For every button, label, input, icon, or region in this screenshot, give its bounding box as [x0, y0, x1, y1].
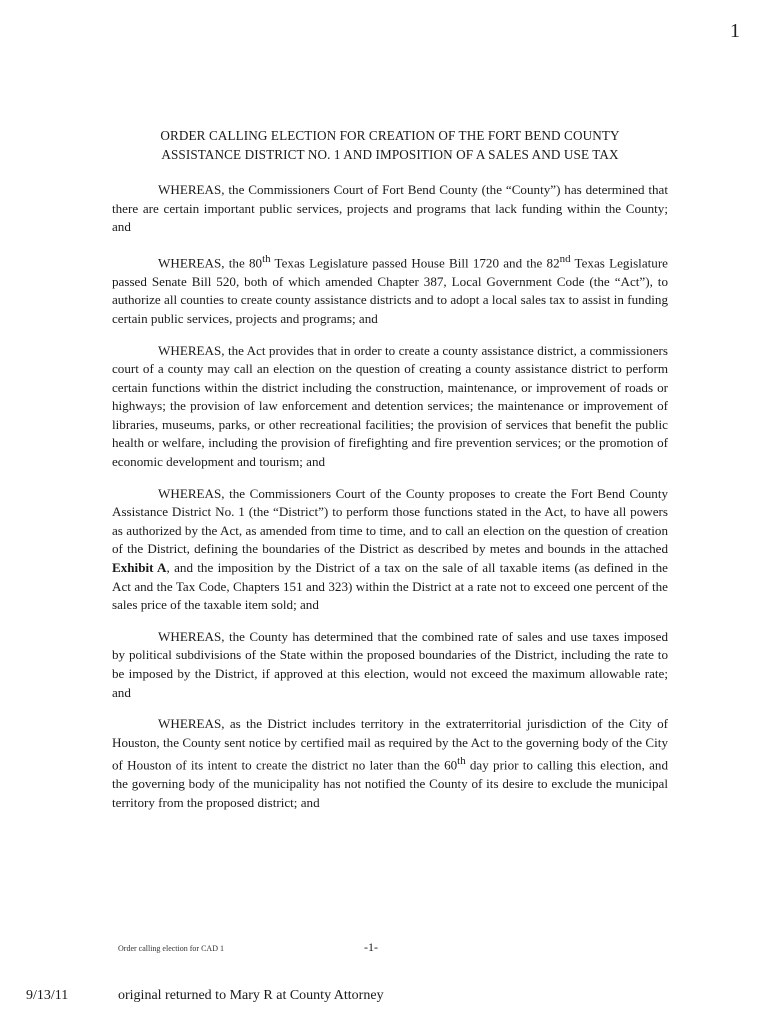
paragraph-2-part-2: Texas Legislature passed House Bill 1720 and the 82	[270, 255, 560, 271]
handwritten-date: 9/13/11	[26, 988, 69, 1003]
whereas-paragraph-4	[112, 485, 668, 615]
superscript-th-60: th	[457, 755, 466, 768]
page-corner-mark: 1	[730, 20, 740, 42]
whereas-paragraph-3: WHEREAS, the Act provides that in order to create a county assistance district, a commissioners court of a county may call an election on the question of creating a county assistance district to perform certain functions within the district including the construction, maintenance, or improvement of roads or highways; the provision of law enforcement and detention services; the maintenance or improvement of libraries, museums, parks, or other recreational facilities; the provision of services that benefit the public health or welfare, including the provision of firefighting and fire prevention services; or the promotion of economic development and tourism; and	[112, 342, 668, 470]
superscript-th: th	[262, 252, 271, 265]
whereas-paragraph-2	[112, 250, 668, 329]
whereas-paragraph-5: WHEREAS, the County has determined that the combined rate of sales and use taxes imposed by political subdivisions of the State within the proposed boundaries of the District, including the rate to be imposed by the District, if approved at this election, would not exceed the maximum allowable rate; and	[112, 628, 668, 700]
superscript-nd: nd	[559, 252, 571, 265]
handwritten-return-note: original returned to Mary R at County Attorney	[118, 988, 384, 1003]
footer-document-label: Order calling election for CAD 1	[118, 944, 224, 953]
paragraph-4-part-1: WHEREAS, the Commissioners Court of the County proposes to create the Fort Bend County Assistance District No. 1 (the “District”) to perform those functions stated in the Act, to have all powers as authorized by the Act, as amended from time to time, and to call an election on the question of creation of the District, defining the boundaries of the District as described by metes and bounds in the attached	[112, 485, 668, 557]
paragraph-4-part-2: , and the imposition by the District of a tax on the sale of all taxable items (as defined in the Act and the Tax Code, Chapters 151 and 323) within the District at a rate not to exceed one percent of the sales price of the taxable item sold; and	[112, 560, 668, 613]
paragraph-6-part-1: WHEREAS, as the District includes territory in the extraterritorial jurisdiction of the City of Houston, the County sent notice by certified mail as required by the Act to the governing body of the City of Houston of its intent to create the district no later than the 60	[112, 716, 668, 773]
title-line-1: ORDER CALLING ELECTION FOR CREATION OF THE FORT BEND COUNTY	[160, 128, 620, 143]
whereas-paragraph-6	[112, 715, 668, 812]
title-line-2: ASSISTANCE DISTRICT NO. 1 AND IMPOSITION OF A SALES AND USE TAX	[161, 147, 619, 162]
paragraph-2-part-1: WHEREAS, the 80	[158, 255, 263, 271]
paragraph-6-part-2: day prior to calling this election, and the governing body of the municipality has not notified the County of its desire to exclude the municipal territory from the proposed district; and	[112, 757, 668, 810]
document-title	[100, 126, 680, 164]
page-number: -1-	[364, 940, 378, 954]
whereas-paragraph-1: WHEREAS, the Commissioners Court of Fort Bend County (the “County”) has determined that there are certain important public services, projects and programs that lack funding within the County; and	[112, 182, 668, 235]
exhibit-a-reference: Exhibit A	[112, 560, 167, 576]
document-body	[112, 181, 668, 826]
paragraph-2-part-3: Texas Legislature passed Senate Bill 520, both of which amended Chapter 387, Local Government Code (the “Act”), to authorize all counties to create county assistance districts and to adopt a local sales tax to assist in funding certain public services, projects and programs; and	[112, 255, 668, 326]
